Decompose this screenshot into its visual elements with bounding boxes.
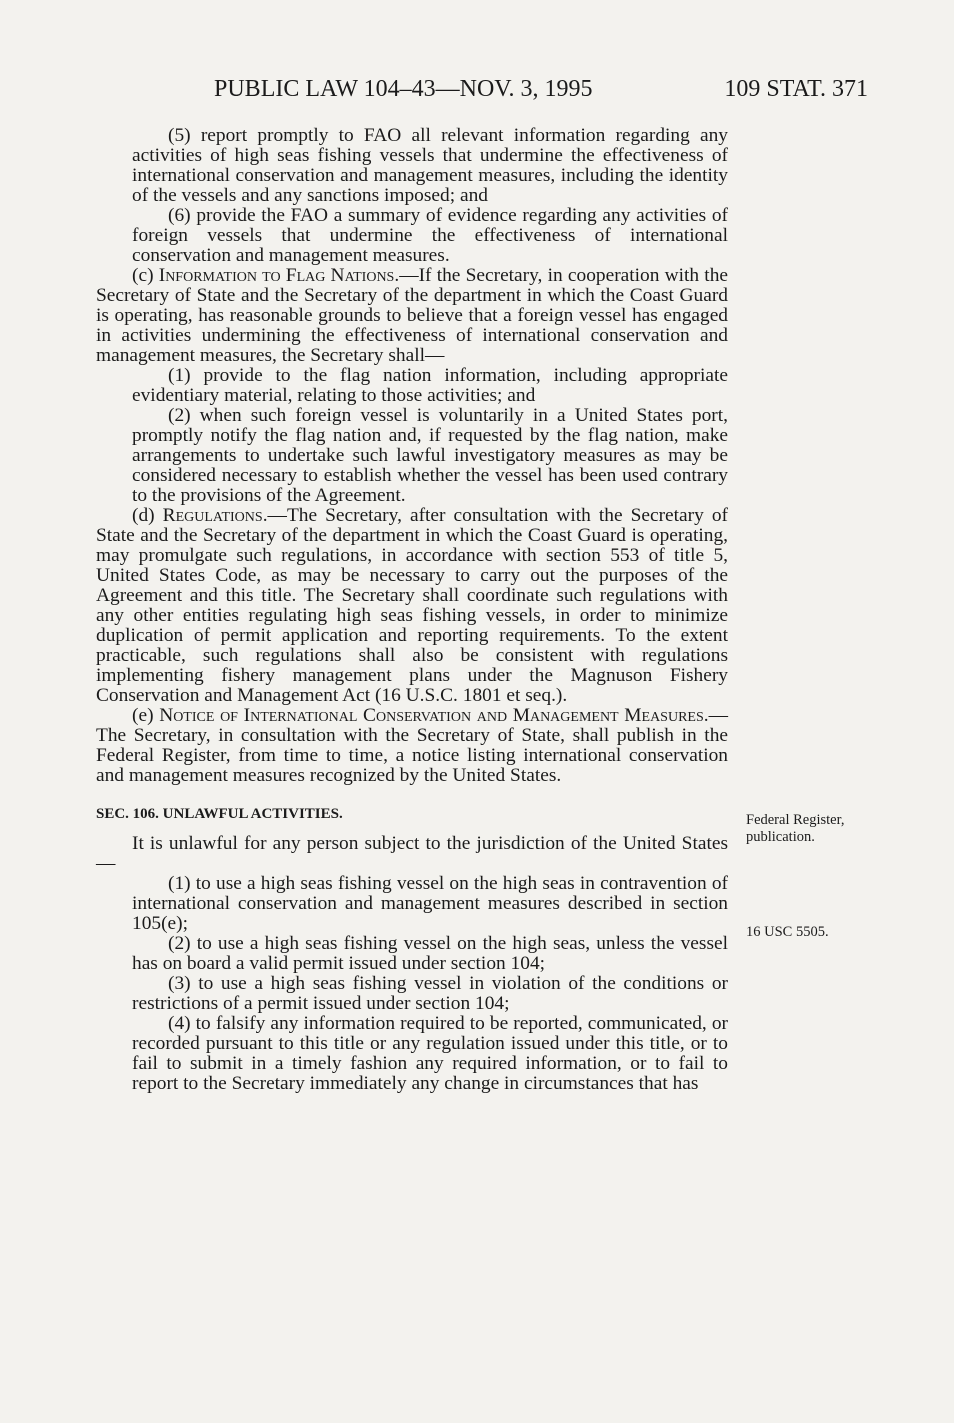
subsection-e-label: (e): [132, 705, 160, 726]
paragraph-6: (6) provide the FAO a summary of evidence regarding any activities of foreign vessels that undermine the effectiveness of international conservation and management measures.: [132, 205, 728, 266]
subsection-c-label: (c): [132, 265, 159, 286]
margin-note-line: Federal Register,: [746, 812, 845, 828]
subsection-c-heading: Information to Flag Nations.: [158, 265, 400, 286]
section-item: (4) to falsify any information required to be reported, communicated, or recorded pursuant to this title or any regulation issued under this title, or to fail to submit in a timely fashion any required information, or to fail to report to the Secretary immediately any change in circumstances that has: [132, 1013, 728, 1094]
margin-note-line: publication.: [746, 829, 815, 845]
page-header: [96, 74, 868, 104]
section-item: (2) to use a high seas fishing vessel on the high seas, unless the vessel has on board a valid permit issued under section 104;: [132, 933, 728, 974]
subsection-e-text: —The Secretary, in consultation with the Secretary of State, shall publish in the Federal Register, from time to time, a notice listing international conservation and management measures recognized by the United States.: [96, 705, 728, 786]
section-heading: SEC. 106. UNLAWFUL ACTIVITIES.: [96, 806, 343, 822]
margin-note-usc: 16 USC 5505.: [746, 924, 829, 940]
subsection-c-text: —If the Secretary, in cooperation with the Secretary of State and the Secretary of the department in which the Coast Guard is operating, has reasonable grounds to believe that a foreign vessel has engaged in activities undermining the effectiveness of international conservation and management measures, the Secretary shall—: [96, 265, 728, 366]
subsection-e-heading: Notice of International Conservation and Management Measures.: [159, 705, 709, 726]
page-number: 109 STAT. 371: [724, 76, 868, 102]
subsection-d-text: —The Secretary, after consultation with the Secretary of State and the Secretary of the department in which the Coast Guard is operating, may promulgate such regulations, in accordance with section 553 of title 5, United States Code, as may be necessary to carry out the purposes of the Agreement and this title. The Secretary shall coordinate such regulations with any other entities regulating high seas fishing vessels, in order to minimize duplication of permit application and reporting requirements. To the extent practicable, such regulations shall also be consistent with regulations implementing fishery management plans under the Magnuson Fishery Conservation and Management Act (16 U.S.C. 1801 et seq.).: [96, 505, 728, 706]
subsection-d-heading: Regulations.: [162, 505, 268, 526]
subsection-e: [96, 706, 728, 786]
subsection-d: [96, 506, 728, 706]
paragraph-c1: (1) provide to the flag nation information, including appropriate evidentiary material, relating to those activities; and: [132, 365, 728, 406]
paragraph-c2: (2) when such foreign vessel is voluntarily in a United States port, promptly notify the flag nation and, if requested by the flag nation, make arrangements to undertake such lawful investigatory measures as may be considered necessary to establish whether the vessel has been used contrary to the provisions of the Agreement.: [132, 405, 728, 506]
section-item: (3) to use a high seas fishing vessel in violation of the conditions or restrictions of a permit issued under section 104;: [132, 973, 728, 1014]
running-head: PUBLIC LAW 104–43—NOV. 3, 1995: [214, 76, 593, 102]
section-intro: It is unlawful for any person subject to the jurisdiction of the United States—: [96, 833, 728, 874]
subsection-d-label: (d): [132, 505, 163, 526]
subsection-c: [96, 266, 728, 366]
body-text: [96, 126, 728, 1094]
paragraph-5: (5) report promptly to FAO all relevant information regarding any activities of high seas fishing vessels that undermine the effectiveness of international conservation and management measures, including the identity of the vessels and any sanctions imposed; and: [132, 125, 728, 206]
section-item: (1) to use a high seas fishing vessel on the high seas in contravention of international conservation and management measures described in section 105(e);: [132, 873, 728, 934]
margin-note-federal-register: [746, 812, 844, 846]
